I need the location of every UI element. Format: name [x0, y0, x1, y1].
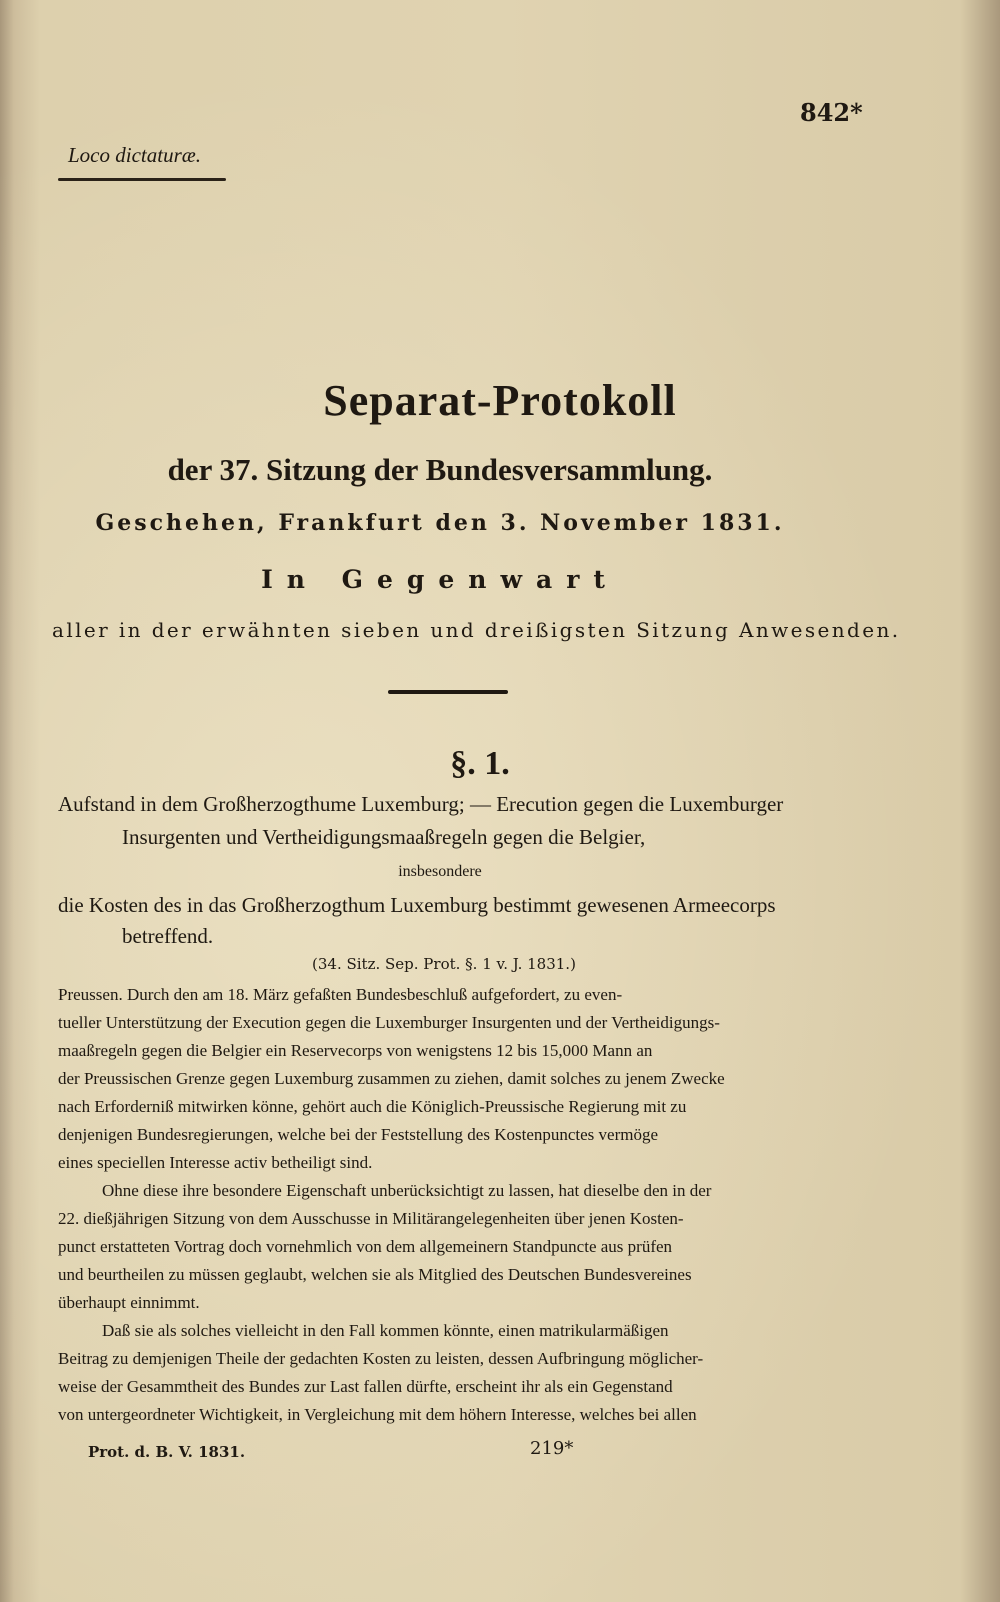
attendees-line: aller in der erwähnten sieben und dreißigsten Sitzung Anwesenden.	[52, 618, 901, 642]
body-line: denjenigen Bundesregierungen, welche bei der Feststellung des Kostenpunctes vermöge	[58, 1125, 659, 1144]
body-line: der Preussischen Grenze gegen Luxemburg zusammen zu ziehen, damit solches zu jenem Zwecke	[58, 1069, 725, 1088]
section-number: §. 1.	[450, 745, 510, 782]
section-heading-line: Aufstand in dem Großherzogthume Luxemburg; — Erecution gegen die Luxemburger	[58, 792, 784, 816]
body-line: Daß sie als solches vielleicht in den Fall kommen könnte, einen matrikularmäßigen	[102, 1321, 669, 1340]
body-line: Preussen. Durch den am 18. März gefaßten Bundesbeschluß aufgefordert, zu even-	[58, 985, 623, 1004]
loco-dictaturae-note: Loco dictaturæ.	[68, 143, 202, 167]
decorative-rule	[58, 178, 226, 181]
body-line: Ohne diese ihre besondere Eigenschaft unberücksichtigt zu lassen, hat dieselbe den in der	[102, 1181, 712, 1200]
body-line: punct erstatteten Vortrag doch vornehmlich von dem allgemeinern Standpuncte aus prüfen	[58, 1237, 673, 1256]
body-line: 22. dießjährigen Sitzung von dem Ausschusse in Militärangelegenheiten über jenen Kosten-	[58, 1209, 684, 1228]
body-line: Beitrag zu demjenigen Theile der gedachten Kosten zu leisten, dessen Aufbringung möglicher-	[58, 1349, 704, 1368]
presence-heading: In Gegenwart	[261, 565, 619, 594]
page-number: 842*	[800, 98, 863, 127]
document-title: Separat-Protokoll	[323, 376, 677, 425]
date-line: Geschehen, Frankfurt den 3. November 1831.	[95, 510, 785, 536]
footer-signature: Prot. d. B. V. 1831.	[88, 1443, 246, 1461]
body-line: eines speciellen Interesse activ betheiligt sind.	[58, 1153, 373, 1172]
body-line: überhaupt einnimmt.	[58, 1293, 200, 1312]
footer-sheet-number: 219*	[530, 1438, 574, 1459]
section-heading-line: die Kosten des in das Großherzogthum Luxemburg bestimmt gewesenen Armeecorps	[58, 893, 776, 917]
body-line: von untergeordneter Wichtigkeit, in Vergleichung mit dem höhern Interesse, welches bei allen	[58, 1405, 697, 1424]
body-line: weise der Gesammtheit des Bundes zur Last fallen dürfte, erscheint ihr als ein Gegenstand	[58, 1377, 673, 1396]
body-line: maaßregeln gegen die Belgier ein Reservecorps von wenigstens 12 bis 15,000 Mann an	[58, 1041, 653, 1060]
body-line: tueller Unterstützung der Execution gegen die Luxemburger Insurgenten und der Vertheidigungs-	[58, 1013, 720, 1032]
section-divider	[388, 690, 508, 694]
protocol-reference: (34. Sitz. Sep. Prot. §. 1 v. J. 1831.)	[312, 955, 576, 973]
section-heading-line: betreffend.	[122, 924, 214, 948]
body-line: und beurtheilen zu müssen geglaubt, welchen sie als Mitglied des Deutschen Bundesvereines	[58, 1265, 692, 1284]
section-heading-line: insbesondere	[398, 863, 482, 880]
section-heading-line: Insurgenten und Vertheidigungsmaaßregeln gegen die Belgier,	[122, 825, 646, 849]
document-subtitle: der 37. Sitzung der Bundesversammlung.	[167, 452, 713, 487]
body-line: nach Erforderniß mitwirken könne, gehört auch die Königlich-Preussische Regierung mit zu	[58, 1097, 687, 1116]
